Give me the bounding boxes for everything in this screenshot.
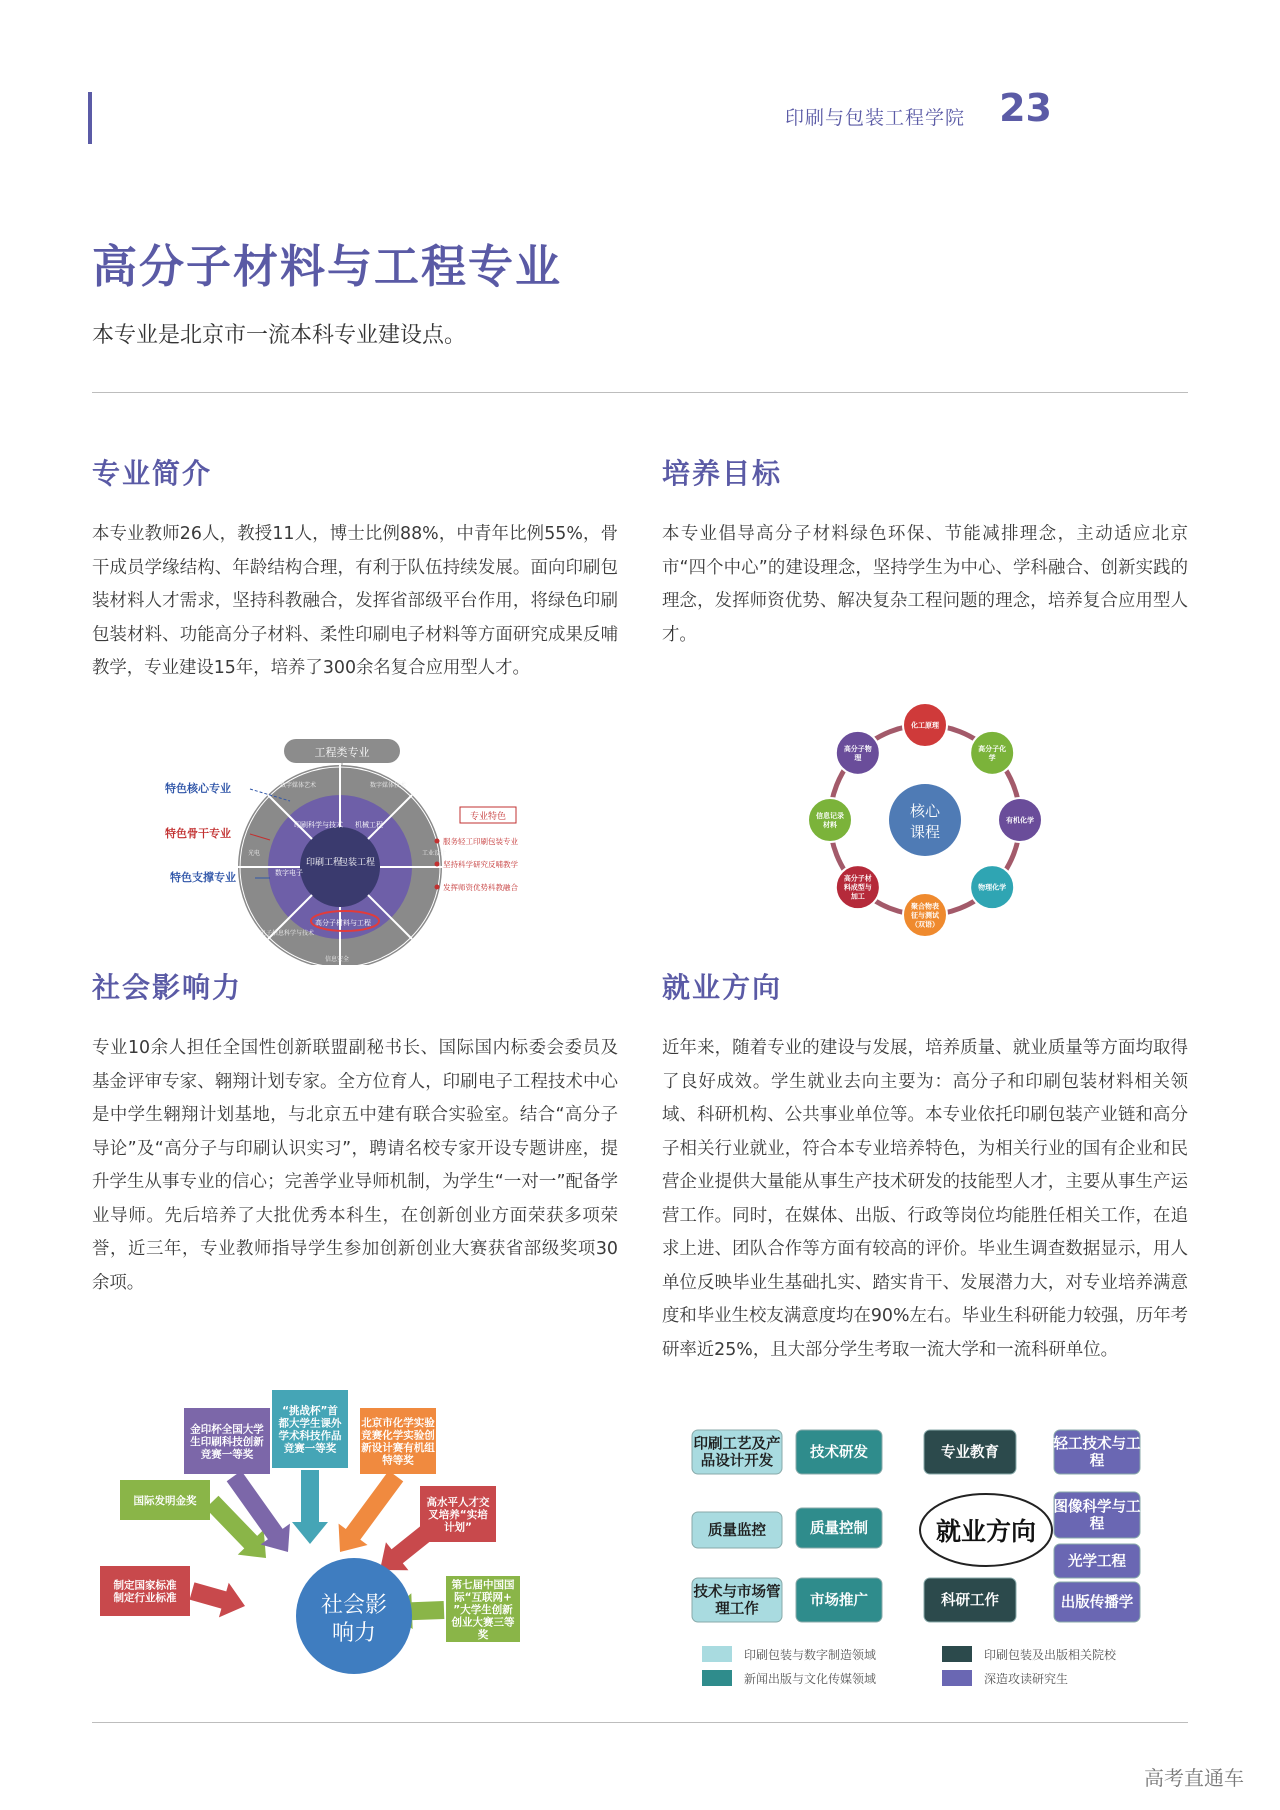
career-box-label: 专业教育 xyxy=(941,1445,999,1462)
footer-brand: 高考直通车 xyxy=(1144,1766,1244,1790)
ring-gray-1: 数字媒体艺术 xyxy=(280,782,317,789)
career-legend-label: 印刷包装及出版相关院校 xyxy=(984,1648,1117,1662)
legend-item-3: 发挥师资优势科教融合 xyxy=(443,883,518,892)
impact-arrow xyxy=(339,1471,404,1552)
career-box-label: 印刷工艺及产品设计开发 xyxy=(693,1436,781,1470)
page-title: 高分子材料与工程专业 xyxy=(92,240,563,293)
header-accent-bar xyxy=(88,92,92,144)
career-box-label: 图像科学与工程 xyxy=(1053,1499,1141,1533)
ring-gray-5: 电子信息科学与技术 xyxy=(260,930,315,937)
career-legend-label: 深造攻读研究生 xyxy=(984,1672,1069,1686)
section-body-goal: 本专业倡导高分子材料绿色环保、节能减排理念，主动适应北京市“四个中心”的建设理念，坚持学生为中心、学科融合、创新实践的理念，发挥师资优势、解决复杂工程问题的理念，培养复合应用型人才。 xyxy=(662,524,1188,645)
career-center-label: 就业方向 xyxy=(935,1517,1037,1546)
label-core: 特色核心专业 xyxy=(165,782,231,795)
legend-title: 专业特色 xyxy=(469,812,507,822)
legend-item-1: 服务轻工印刷包装专业 xyxy=(443,837,518,846)
section-title-goal: 培养目标 xyxy=(662,457,783,490)
career-legend-swatch xyxy=(702,1670,732,1686)
section-body-impact: 专业10余人担任全国性创新联盟副秘书长、国际国内标委会委员及基金评审专家、翱翔计划专家。全方位育人，印刷电子工程技术中心是中学生翱翔计划基地，与北京五中建有联合实验室。结合“高分子导论”及“高分子与印刷认识实习”，聘请名校专家开设专题讲座，提升学生从事专业的信心；完善学业导师机制，为学生“一对一”配备学业导师。先后培养了大批优秀本科生，在创新创业方面荣获多项荣誉，近三年，专业教师指导学生参加创新创业大赛获省部级奖项30余项。 xyxy=(92,1038,618,1293)
career-legend-swatch xyxy=(942,1646,972,1662)
career-box-label: 科研工作 xyxy=(941,1593,999,1610)
core-node-label: 高分子材料成型与加工 xyxy=(843,874,872,901)
school-name: 印刷与包装工程学院 xyxy=(784,107,965,129)
core-node-label: 有机化学 xyxy=(1006,816,1034,825)
core-course-diagram xyxy=(790,685,1060,955)
wheel-center-2: 包装工程 xyxy=(338,858,376,868)
ring-purple-4: 数字电子 xyxy=(275,869,303,877)
impact-box-label: 国际发明金奖 xyxy=(133,1494,197,1507)
ring-gray-4: 信息安全 xyxy=(325,956,350,963)
career-box-label: 光学工程 xyxy=(1068,1554,1126,1571)
page-number: 23 xyxy=(999,86,1052,130)
page-subtitle: 本专业是北京市一流本科专业建设点。 xyxy=(92,323,467,348)
core-node-label: 高分子物理 xyxy=(843,744,872,762)
career-box-label: 市场推广 xyxy=(810,1593,868,1610)
impact-box-label: 制定国家标准制定行业标准 xyxy=(113,1579,177,1605)
core-center-2: 课程 xyxy=(909,823,941,841)
section-body-career: 近年来，随着专业的建设与发展，培养质量、就业质量等方面均取得了良好成效。学生就业去向主要为：高分子和印刷包装材料相关领域、科研机构、公共事业单位等。本专业依托印刷包装产业链和高分子相关行业就业，符合本专业培养特色，为相关行业的国有企业和民营企业提供大量能从事生产技术研发的技能型人才，主要从事生产运营工作。同时，在媒体、出版、行政等岗位均能胜任相关工作，在追求上进、团队合作等方面有较高的评价。毕业生调查数据显示，用人单位反映毕业生基础扎实、踏实肯干、发展潜力大，对专业培养满意度和毕业生校友满意度均在90%左右。毕业生科研能力较强，历年考研率近25%，且大部分学生考取一流大学和一流科研单位。 xyxy=(662,1038,1188,1360)
ring-gray-2: 数字媒体技术 xyxy=(370,782,407,789)
ring-purple-1: 印刷科学与技术 xyxy=(294,821,343,829)
core-node-label: 高分子化学 xyxy=(978,744,1007,762)
core-node-label: 化工原理 xyxy=(911,721,939,730)
core-node-label: 聚合物表征与测试（双语） xyxy=(911,902,939,929)
impact-box-label: 高水平人才交叉培养“实培计划” xyxy=(426,1496,490,1534)
career-legend-label: 印刷包装与数字制造领域 xyxy=(744,1648,877,1662)
wheel-center-1: 印刷工程 xyxy=(305,858,343,868)
career-box-label: 技术研发 xyxy=(810,1445,868,1462)
career-box-label: 质量监控 xyxy=(708,1523,766,1540)
impact-box-label: 第七届中国国际“互联网+ ”大学生创新创业大赛三等奖 xyxy=(451,1578,515,1641)
core-node-label: 信息记录材料 xyxy=(816,812,844,830)
section-title-career: 就业方向 xyxy=(662,971,783,1004)
section-title-intro: 专业简介 xyxy=(92,457,213,490)
label-support: 特色支撑专业 xyxy=(170,871,236,884)
top-divider xyxy=(92,392,1188,393)
major-wheel-diagram xyxy=(160,735,560,965)
label-backbone: 特色骨干专业 xyxy=(165,827,231,840)
career-box-label: 轻工技术与工程 xyxy=(1053,1436,1141,1470)
impact-arrow xyxy=(292,1470,328,1544)
career-box-label: 质量控制 xyxy=(810,1521,868,1538)
core-node-label: 物理化学 xyxy=(978,883,1007,892)
ring-purple-2: 机械工程 xyxy=(355,821,383,829)
career-box-label: 技术与市场管理工作 xyxy=(693,1584,781,1618)
core-center-1: 核心 xyxy=(909,802,941,820)
impact-box-label: 北京市化学实验竞赛化学实验创新设计赛有机组特等奖 xyxy=(361,1417,435,1467)
section-body-intro: 本专业教师26人，教授11人，博士比例88%，中青年比例55%，骨干成员学缘结构、年龄结构合理，有利于队伍持续发展。面向印刷包装材料人才需求，坚持科教融合，发挥省部级平台作用，将绿色印刷包装材料、功能高分子材料、柔性印刷电子材料等方面研究成果反哺教学，专业建设15年，培养了300余名复合应用型人才。 xyxy=(92,524,618,678)
legend-item-2: 坚持科学研究反哺教学 xyxy=(443,860,518,869)
impact-arrow xyxy=(190,1582,245,1617)
ring-gray-3: 工业设计 xyxy=(422,850,447,857)
wheel-top-label: 工程类专业 xyxy=(314,746,370,759)
section-title-impact: 社会影响力 xyxy=(92,971,243,1004)
ring-purple-3: 高分子材料与工程 xyxy=(315,919,371,927)
impact-center-2: 响力 xyxy=(331,1621,377,1646)
career-legend-swatch xyxy=(942,1670,972,1686)
bottom-divider xyxy=(92,1722,1188,1723)
ring-gray-6: 光电 xyxy=(248,850,261,857)
impact-diagram xyxy=(100,1390,620,1690)
impact-box-label: 金印杯全国大学生印刷科技创新竞赛一等奖 xyxy=(190,1423,264,1461)
core-center xyxy=(889,784,961,856)
impact-center-1: 社会影 xyxy=(320,1593,388,1618)
impact-box-label: “挑战杯”首都大学生课外学术科技作品竞赛一等奖 xyxy=(278,1405,342,1455)
career-legend-label: 新闻出版与文化传媒领域 xyxy=(744,1672,877,1686)
career-diagram xyxy=(680,1410,1170,1698)
career-legend-swatch xyxy=(702,1646,732,1662)
career-box-label: 出版传播学 xyxy=(1060,1595,1134,1612)
